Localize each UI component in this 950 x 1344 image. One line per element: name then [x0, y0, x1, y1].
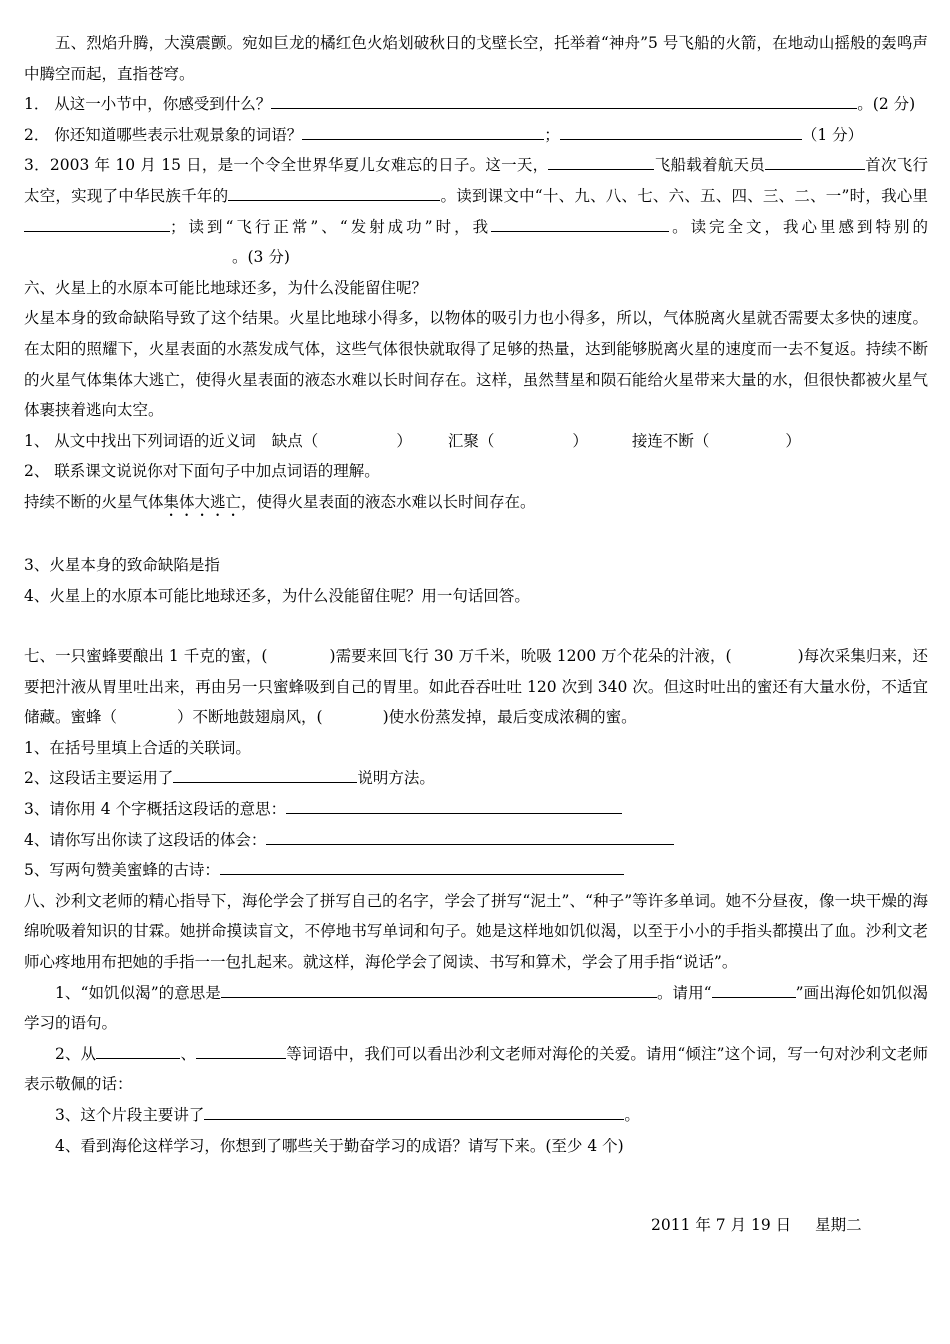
answer-blank[interactable]	[96, 1040, 180, 1059]
s8-question-1: 1、“如饥似渴”的意思是 。请用“ ”画出海伦如饥似渴学习的语句。	[24, 978, 928, 1039]
worksheet	[24, 28, 928, 1161]
answer-blank[interactable]	[24, 213, 170, 232]
s7-question-5: 5、写两句赞美蜜蜂的古诗：	[24, 855, 928, 886]
answer-blank[interactable]	[173, 764, 357, 783]
s7-question-2: 2、这段话主要运用了 说明方法。	[24, 763, 928, 794]
s7-question-1: 1、在括号里填上合适的关联词。	[24, 738, 251, 757]
answer-blank[interactable]	[491, 213, 669, 232]
answer-blank[interactable]	[196, 1040, 286, 1059]
answer-blank[interactable]	[712, 979, 796, 998]
section5-passage: 五、烈焰升腾，大漠震颤。宛如巨龙的橘红色火焰划破秋日的戈壁长空，托举着“神舟”5 号飞船的火箭，在地动山摇般的轰鸣声中腾空而起，直指苍穹。	[24, 34, 928, 83]
s6-question-1: 1、 从文中找出下列词语的近义词 缺点（ ） 汇聚（ ） 接连不断（ ）	[24, 431, 801, 450]
answer-space[interactable]	[24, 611, 928, 641]
s6-question-2: 2、 联系课文说说你对下面句子中加点词语的理解。	[24, 462, 380, 481]
section6-title: 六、火星上的水原本可能比地球还多，为什么没能留住呢？	[24, 278, 428, 297]
dotted-phrase: 集体大逃亡	[163, 492, 242, 511]
answer-blank[interactable]	[560, 121, 802, 140]
s6-sentence: 持续不断的火星气体集体大逃亡，使得火星表面的液态水难以长时间存在。	[24, 492, 536, 511]
s8-question-3: 3、这个片段主要讲了 。	[24, 1100, 928, 1131]
answer-blank[interactable]	[302, 121, 544, 140]
s6-question-4: 4、火星上的水原本可能比地球还多，为什么没能留住呢？用一句话回答。	[24, 586, 530, 605]
answer-blank[interactable]	[221, 979, 657, 998]
s6-question-3: 3、火星本身的致命缺陷是指	[24, 555, 220, 574]
answer-blank[interactable]	[228, 182, 440, 201]
section6-passage: 火星本身的致命缺陷导致了这个结果。火星比地球小得多，以物体的吸引力也小得多，所以，气体脱离火星就否需要太多快的速度。在太阳的照耀下，火星表面的水蒸发成气体，这些气体很快就取得了足够的热量，达到能够脱离火星的速度而一去不复返。持续不断的火星气体集体大逃亡，使得火星表面的液态水难以长时间存在。这样，虽然彗星和陨石能给火星带来大量的水，但很快都被火星气体裹挟着逃向太空。	[24, 309, 928, 420]
section8-passage: 八、沙利文老师的精心指导下，海伦学会了拼写自己的名字，学会了拼写“泥土”、“种子”等许多单词。她不分昼夜，像一块干燥的海绵吮吸着知识的甘霖。她拼命摸读盲文，不停地书写单词和句子。她是这样地如饥似渴，以至于小小的手指头都摸出了血。沙利文老师心疼地用布把她的手指一一包扎起来。就这样，海伦学会了阅读、书写和算术，学会了用手指“说话”。	[24, 891, 928, 972]
s5-question-3: 3．2003 年 10 月 15 日，是一个令全世界华夏儿女难忘的日子。这一天， 飞船载着航天员 首次飞行太空，实现了中华民族千年的 。读到课文中“十、九、八、七、六、五、四、三、二、一”时，我心里；读到“飞行正常”、“发射成功”时，我 。读完全文，我心里感到特别的。(3 分)	[24, 150, 928, 272]
answer-blank[interactable]	[286, 795, 622, 814]
answer-blank[interactable]	[271, 90, 857, 109]
answer-blank[interactable]	[765, 151, 865, 170]
section7-passage: 七、一只蜜蜂要酿出 1 千克的蜜，( )需要来回飞行 30 万千米，吮吸 1200 万个花朵的汁液，( )每次采集归来，还要把汁液从胃里吐出来，再由另一只蜜蜂吸到自己的胃里。如此吞吞吐吐 120 次到 340 次。但这时吐出的蜜还有大量水份，不适宜储藏。蜜蜂（ ）不断地鼓翅扇风，( )使水份蒸发掉，最后变成浓稠的蜜。	[24, 647, 928, 727]
footer-weekday: 星期二	[815, 1216, 862, 1234]
s8-question-4: 4、看到海伦这样学习，你想到了哪些关于勤奋学习的成语？请写下来。(至少 4 个)	[55, 1136, 624, 1155]
answer-blank[interactable]	[220, 856, 624, 875]
answer-blank[interactable]	[548, 151, 654, 170]
s8-question-2: 2、从 、 等词语中，我们可以看出沙利文老师对海伦的关爱。请用“倾注”这个词，写一句对沙利文老师表示敬佩的话：	[24, 1039, 928, 1100]
s5-question-1: 1． 从这一小节中，你感受到什么？ 。(2 分)	[24, 89, 928, 120]
footer-date: 2011 年 7 月 19 日 星期二	[651, 1216, 862, 1234]
s5-question-2: 2． 你还知道哪些表示壮观景象的词语？ ； （1 分）	[24, 120, 928, 151]
answer-space[interactable]	[24, 520, 928, 550]
s7-question-3: 3、请你用 4 个字概括这段话的意思：	[24, 794, 928, 825]
answer-blank[interactable]	[266, 826, 674, 845]
answer-blank[interactable]	[204, 1101, 624, 1120]
s7-question-4: 4、请你写出你读了这段话的体会：	[24, 825, 928, 856]
